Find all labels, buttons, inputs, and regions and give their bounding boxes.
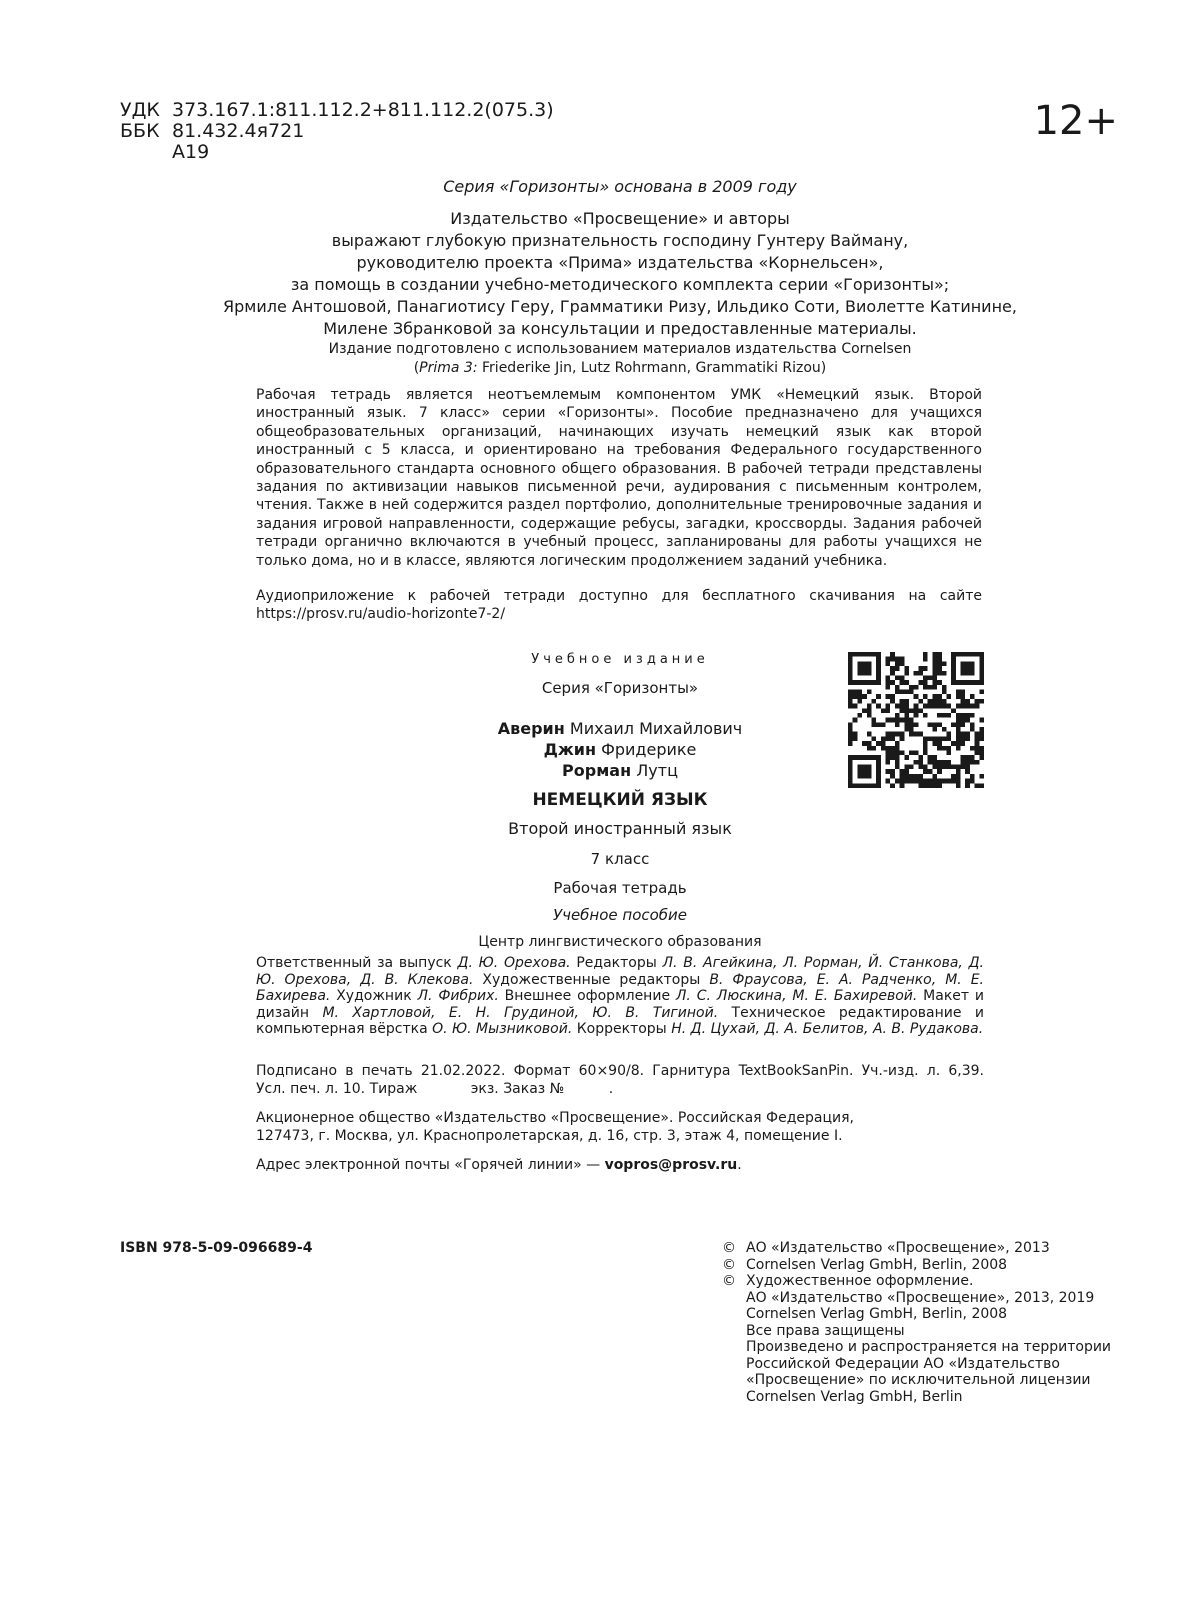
acknowledgement-line: Милене Збранковой за консультации и предоставленные материалы. xyxy=(323,319,917,338)
audio-note xyxy=(256,587,982,624)
credit-role: Ответственный за выпуск xyxy=(256,955,458,971)
copyright-block xyxy=(722,1240,1111,1405)
bbk-label: ББК xyxy=(120,120,160,142)
copyright-line: Cornelsen Verlag GmbH, Berlin, 2008 xyxy=(746,1306,1008,1322)
age-rating: 12+ xyxy=(1033,98,1118,144)
author-mark: А19 xyxy=(172,141,210,163)
credit-role: Техническое редактирование и компьютерная вёрстка xyxy=(256,1004,984,1037)
copyright-line: Художественное оформление. xyxy=(746,1273,974,1289)
audio-url[interactable]: https://prosv.ru/audio-horizonte7-2/ xyxy=(256,606,506,623)
credit-names: Л. Фибрих. xyxy=(417,988,499,1004)
copyright-symbol: © xyxy=(722,1273,736,1289)
annotation-paragraph: Рабочая тетрадь является неотъемлемым компонентом УМК «Немецкий язык. Второй иностранный язык. 7 класс» серии «Горизонты». Пособие предназначено для учащихся общеобразовательных организаций, начинающих изучать немецкий язык как второй иностранный с 5 класса, и ориентировано на требования Федерального государственного образовательного стандарта основного общего образования. В рабочей тетради представлены задания по активизации навыков письменной речи, аудирования с письменным контролем, чтения. Также в ней содержится раздел портфолио, дополнительные тренировочные задания и задания игровой направленности, содержащие ребусы, загадки, кроссворды. Задания рабочей тетради органично включаются в учебный процесс, запланированы для работы учащихся не только дома, но и в классе, являются логическим продолжением заданий учебника. xyxy=(256,387,982,569)
email-address[interactable]: vopros@prosv.ru xyxy=(604,1157,738,1173)
email-label: Адрес электронной почты «Горячей линии» — xyxy=(256,1157,605,1173)
rights-reserved: Все права защищены xyxy=(746,1322,905,1339)
book-grade: 7 класс xyxy=(590,850,650,868)
bbk-value: 81.432.4я721 xyxy=(172,120,305,142)
author-given: Фридерике xyxy=(596,740,697,759)
email-end: . xyxy=(737,1157,742,1173)
credit-role: Макет и дизайн xyxy=(256,988,985,1021)
copyright-line: Cornelsen Verlag GmbH, Berlin, 2008 xyxy=(746,1256,1008,1273)
print-details-line-1: Подписано в печать 21.02.2022. Формат 60×90/8. Гарнитура TextBookSanPin. Уч.-изд. л. 6,39. xyxy=(256,1063,984,1079)
prima-authors: Friederike Jin, Lutz Rohrmann, Grammatiki Rizou) xyxy=(477,360,827,376)
acknowledgement-line: Издательство «Просвещение» и авторы xyxy=(450,209,790,228)
acknowledgement-line: Ярмиле Антошовой, Панагиотису Геру, Грамматики Ризу, Ильдико Соти, Виолетте Катинине, xyxy=(223,297,1017,316)
acknowledgement-line: за помощь в создании учебно-методического комплекта серии «Горизонты»; xyxy=(290,275,950,294)
print-details xyxy=(256,1062,984,1098)
credit-names: М. Хартловой, Е. Н. Грудиной, Ю. В. Тигиной. xyxy=(322,1004,719,1021)
credit-role: Редакторы xyxy=(570,955,663,971)
credit-role: Художественные редакторы xyxy=(473,971,710,988)
license-line: «Просвещение» по исключительной лицензии xyxy=(746,1372,1091,1388)
author-given: Михаил Михайлович xyxy=(564,719,743,738)
credit-names: Л. С. Люскина, М. Е. Бахиревой. xyxy=(675,988,918,1004)
qr-code-icon xyxy=(848,652,984,788)
hotline-email xyxy=(256,1157,742,1173)
credit-role: Внешнее оформление xyxy=(498,988,676,1004)
publisher-address xyxy=(256,1109,854,1145)
author-1 xyxy=(420,718,820,739)
prima-title: Prima 3: xyxy=(419,360,478,376)
credit-names: Д. Ю. Орехова. xyxy=(457,955,571,971)
credit-names: Л. В. Агейкина, Л. Рорман, Й. Станкова, Д. Ю. Орехова, Д. В. Клекова. xyxy=(256,955,985,988)
prepared-note xyxy=(220,340,1020,378)
author-surname: Джин xyxy=(543,740,597,759)
acknowledgement-line: руководителю проекта «Прима» издательства «Корнельсен», xyxy=(356,253,884,272)
edition-type: Учебное издание xyxy=(531,652,709,667)
series-founded: Серия «Горизонты» основана в 2009 году xyxy=(443,177,797,196)
udk-value: 373.167.1:811.112.2+811.112.2(075.3) xyxy=(172,99,554,121)
acknowledgement-line: выражают глубокую признательность господину Гунтеру Вайману, xyxy=(331,231,909,250)
book-subtitle: Второй иностранный язык xyxy=(508,819,732,838)
classification-block xyxy=(120,100,554,163)
print-details-line-2: Усл. печ. л. 10. Тираж экз. Заказ № . xyxy=(256,1081,614,1097)
book-type: Рабочая тетрадь xyxy=(553,879,687,897)
copyright-symbol: © xyxy=(722,1240,736,1256)
author-2 xyxy=(420,739,820,760)
prepared-line-1: Издание подготовлено с использованием материалов издательства Cornelsen xyxy=(328,341,912,357)
license-line: Произведено и распространяется на территории xyxy=(746,1339,1112,1355)
author-given: Лутц xyxy=(631,761,678,780)
prepared-line-2 xyxy=(220,359,1020,378)
author-surname: Аверин xyxy=(497,719,565,738)
isbn: ISBN 978-5-09-096689-4 xyxy=(120,1240,313,1256)
publisher-line-1: Акционерное общество «Издательство «Просвещение». Российская Федерация, xyxy=(256,1110,854,1126)
acknowledgement xyxy=(220,208,1020,340)
copyright-line: АО «Издательство «Просвещение», 2013, 2019 xyxy=(746,1289,1095,1306)
publishing-center: Центр лингвистического образования xyxy=(478,934,762,950)
license-line: Российской Федерации АО «Издательство xyxy=(746,1355,1060,1372)
book-title: НЕМЕЦКИЙ ЯЗЫК xyxy=(532,790,708,810)
credit-names: О. Ю. Мызниковой. xyxy=(432,1021,573,1037)
paren-open: ( xyxy=(413,360,420,376)
credit-names: В. Фраусова, Е. А. Радченко, М. Е. Бахирева. xyxy=(256,971,985,1004)
copyright-symbol: © xyxy=(722,1256,736,1273)
author-surname: Рорман xyxy=(562,761,632,780)
author-3 xyxy=(420,760,820,781)
credits-paragraph xyxy=(256,955,984,1038)
audio-text: Аудиоприложение к рабочей тетради доступно для бесплатного скачивания на сайте xyxy=(256,588,982,604)
license-line: Cornelsen Verlag GmbH, Berlin xyxy=(746,1388,963,1405)
copyright-line: АО «Издательство «Просвещение», 2013 xyxy=(746,1240,1050,1256)
credit-role: Корректоры xyxy=(572,1021,672,1037)
credit-role: Художник xyxy=(330,988,418,1004)
credit-names: Н. Д. Цухай, Д. А. Белитов, А. В. Рудакова. xyxy=(671,1021,984,1037)
udk-label: УДК xyxy=(120,99,160,121)
book-manual: Учебное пособие xyxy=(552,906,688,924)
series-name: Серия «Горизонты» xyxy=(541,679,699,697)
publisher-line-2: 127473, г. Москва, ул. Краснопролетарская, д. 16, стр. 3, этаж 4, помещение I. xyxy=(256,1128,843,1144)
